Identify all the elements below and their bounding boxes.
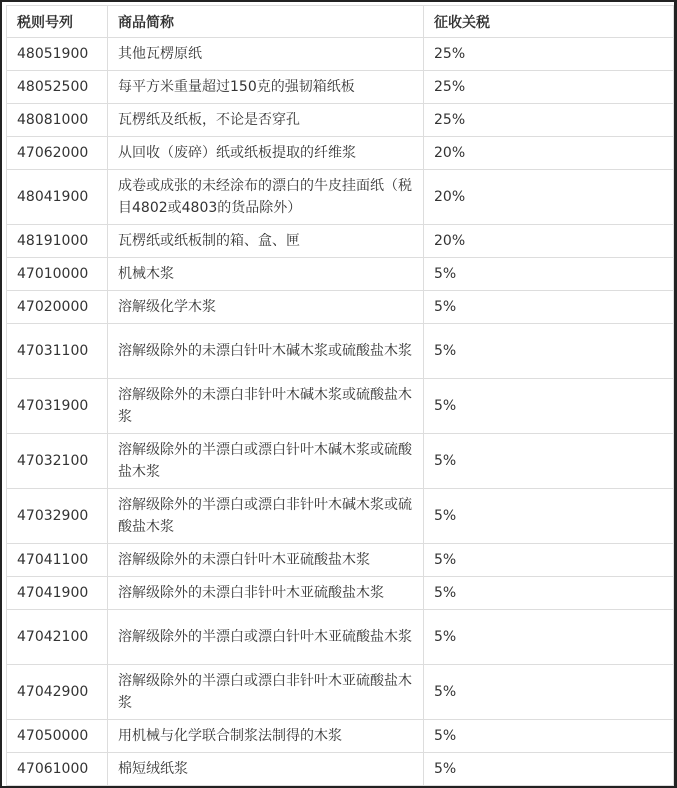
tariff-rate-cell: 25%: [424, 104, 674, 137]
table-row: [7, 610, 674, 665]
table-row: [7, 544, 674, 577]
tariff-code-cell: 47032100: [7, 434, 108, 489]
tariff-rate-cell: 20%: [424, 225, 674, 258]
table-row: [7, 38, 674, 71]
tariff-rate-cell: 5%: [424, 665, 674, 720]
tariff-code-cell: 48052500: [7, 71, 108, 104]
tariff-rate-cell: 5%: [424, 324, 674, 379]
tariff-code-cell: 47050000: [7, 720, 108, 753]
tariff-code-cell: 48191000: [7, 225, 108, 258]
header-tariff-rate: 征收关税: [424, 6, 674, 38]
table-row: [7, 489, 674, 544]
tariff-table: [6, 5, 674, 786]
table-row: [7, 104, 674, 137]
table-row: [7, 225, 674, 258]
tariff-rate-cell: 5%: [424, 379, 674, 434]
product-name-cell: 溶解级化学木浆: [108, 291, 424, 324]
tariff-rate-cell: 5%: [424, 489, 674, 544]
tariff-rate-cell: 5%: [424, 291, 674, 324]
product-name-cell: 溶解级除外的未漂白非针叶木亚硫酸盐木浆: [108, 577, 424, 610]
tariff-rate-cell: 25%: [424, 38, 674, 71]
table-row: [7, 324, 674, 379]
table-row: [7, 434, 674, 489]
tariff-code-cell: 47032900: [7, 489, 108, 544]
product-name-cell: 瓦楞纸及纸板，不论是否穿孔: [108, 104, 424, 137]
tariff-rate-cell: 5%: [424, 577, 674, 610]
tariff-code-cell: 47042900: [7, 665, 108, 720]
tariff-code-cell: 47062000: [7, 137, 108, 170]
table-row: [7, 137, 674, 170]
table-row: [7, 720, 674, 753]
product-name-cell: 其他瓦楞原纸: [108, 38, 424, 71]
product-name-cell: 溶解级除外的未漂白针叶木亚硫酸盐木浆: [108, 544, 424, 577]
table-row: [7, 291, 674, 324]
product-name-cell: 机械木浆: [108, 258, 424, 291]
header-tariff-code: 税则号列: [7, 6, 108, 38]
tariff-rate-cell: 25%: [424, 71, 674, 104]
tariff-rate-cell: 5%: [424, 720, 674, 753]
tariff-rate-cell: 5%: [424, 544, 674, 577]
product-name-cell: 棉短绒纸浆: [108, 753, 424, 786]
product-name-cell: 溶解级除外的未漂白针叶木碱木浆或硫酸盐木浆: [108, 324, 424, 379]
tariff-code-cell: 47031100: [7, 324, 108, 379]
product-name-cell: 用机械与化学联合制浆法制得的木浆: [108, 720, 424, 753]
tariff-code-cell: 47042100: [7, 610, 108, 665]
tariff-code-cell: 47010000: [7, 258, 108, 291]
product-name-cell: 溶解级除外的半漂白或漂白非针叶木亚硫酸盐木浆: [108, 665, 424, 720]
table-row: [7, 71, 674, 104]
product-name-cell: 溶解级除外的未漂白非针叶木碱木浆或硫酸盐木浆: [108, 379, 424, 434]
table-row: [7, 753, 674, 786]
tariff-code-cell: 47041100: [7, 544, 108, 577]
product-name-cell: 溶解级除外的半漂白或漂白针叶木亚硫酸盐木浆: [108, 610, 424, 665]
tariff-code-cell: 47061000: [7, 753, 108, 786]
table-row: [7, 577, 674, 610]
table-body: [7, 38, 674, 786]
table-row: [7, 170, 674, 225]
tariff-rate-cell: 5%: [424, 753, 674, 786]
product-name-cell: 溶解级除外的半漂白或漂白针叶木碱木浆或硫酸盐木浆: [108, 434, 424, 489]
table-header-row: [7, 6, 674, 38]
tariff-rate-cell: 5%: [424, 258, 674, 291]
header-product-name: 商品简称: [108, 6, 424, 38]
product-name-cell: 瓦楞纸或纸板制的箱、盒、匣: [108, 225, 424, 258]
tariff-rate-cell: 20%: [424, 137, 674, 170]
tariff-rate-cell: 5%: [424, 434, 674, 489]
tariff-rate-cell: 20%: [424, 170, 674, 225]
product-name-cell: 成卷或成张的未经涂布的漂白的牛皮挂面纸（税目4802或4803的货品除外）: [108, 170, 424, 225]
tariff-code-cell: 47031900: [7, 379, 108, 434]
table-row: [7, 665, 674, 720]
table-row: [7, 258, 674, 291]
product-name-cell: 每平方米重量超过150克的强韧箱纸板: [108, 71, 424, 104]
tariff-code-cell: 47041900: [7, 577, 108, 610]
tariff-code-cell: 48041900: [7, 170, 108, 225]
product-name-cell: 从回收（废碎）纸或纸板提取的纤维浆: [108, 137, 424, 170]
tariff-code-cell: 47020000: [7, 291, 108, 324]
tariff-code-cell: 48081000: [7, 104, 108, 137]
product-name-cell: 溶解级除外的半漂白或漂白非针叶木碱木浆或硫酸盐木浆: [108, 489, 424, 544]
table-row: [7, 379, 674, 434]
tariff-rate-cell: 5%: [424, 610, 674, 665]
tariff-code-cell: 48051900: [7, 38, 108, 71]
